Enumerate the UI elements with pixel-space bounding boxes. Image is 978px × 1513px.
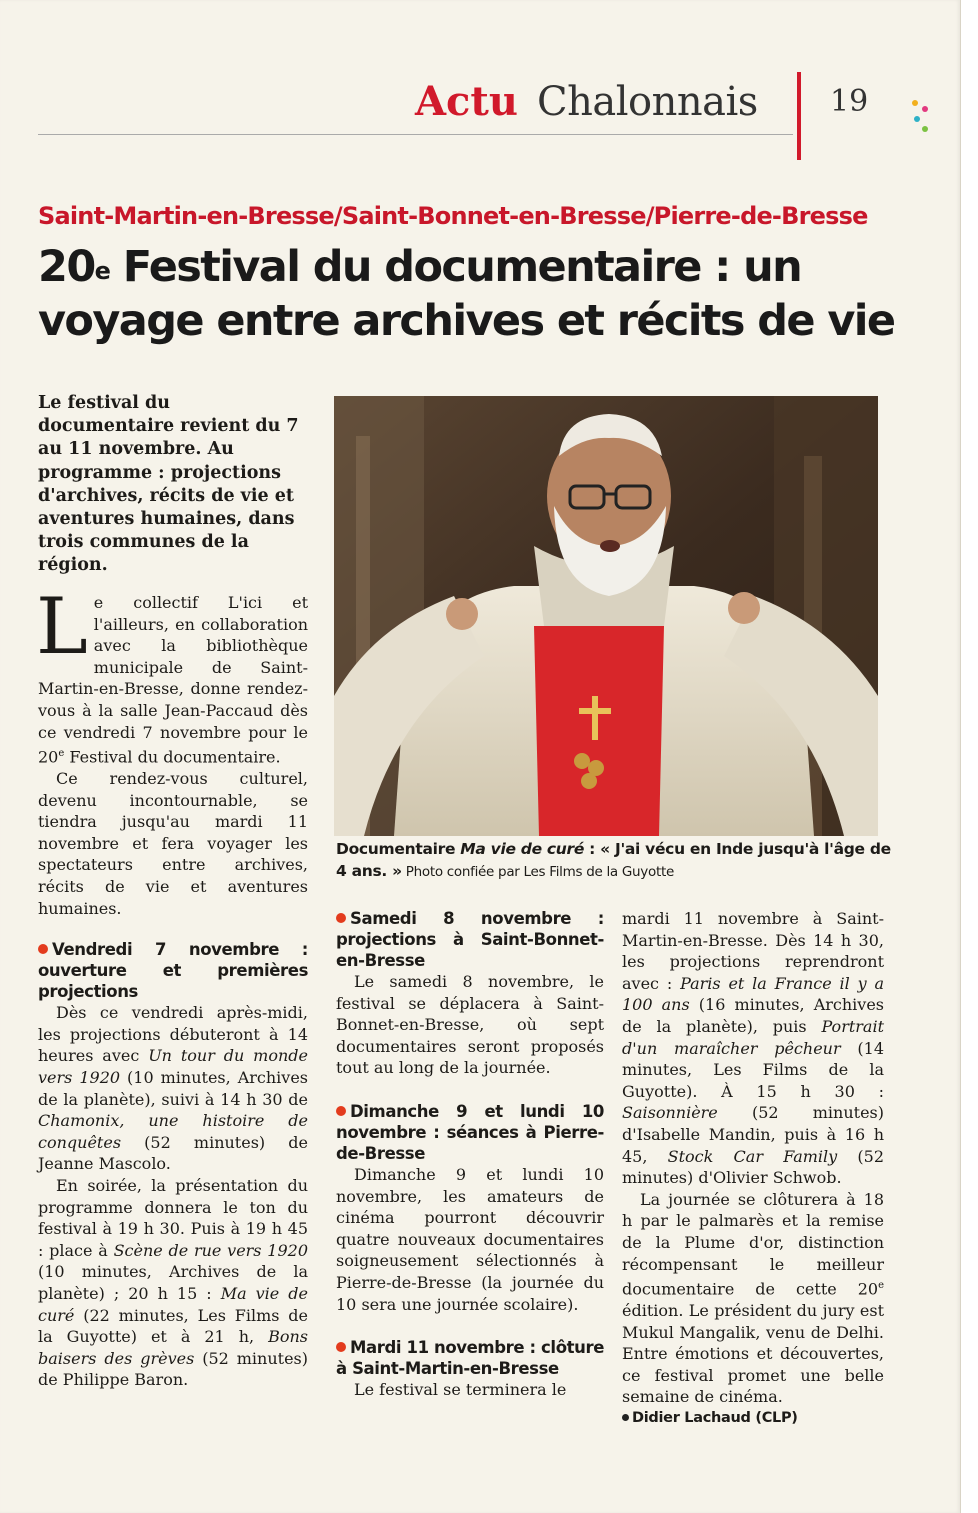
film-title: Stock Car Family	[667, 1146, 838, 1166]
title-line1: Festival du documentaire : un	[109, 242, 802, 292]
film-title: Scène de rue vers 1920	[113, 1240, 309, 1260]
text-run: Dès ce vendredi après-midi, les projections débuteront à 14 heures avec	[38, 1003, 308, 1066]
author-name: Didier Lachaud (CLP)	[632, 1409, 798, 1426]
article-lead: Le festival du documentaire revient du 7 au 11 novembre. Au programme : projections d'archives, récits de vie et aventures humaines, dans trois communes de la région.	[38, 393, 299, 576]
title-number: 20	[38, 242, 95, 292]
column-2	[336, 908, 604, 1401]
page-edge	[960, 0, 978, 1513]
bullet-icon	[336, 1342, 346, 1352]
friday-paragraph-1	[38, 1002, 308, 1175]
article-title	[38, 240, 908, 348]
text-run: (16 minutes, Archives de la planète), puis	[622, 995, 884, 1036]
sunday-heading-text: Dimanche 9 et lundi 10 novembre : séances à Pierre-de-Bresse	[336, 1101, 604, 1163]
intro-sup: e	[58, 748, 65, 760]
title-sup: e	[94, 257, 110, 285]
column-1	[36, 582, 309, 1391]
text-run: La journée se clôturera à 18 h par le palmarès et la remise de la Plume d'or, distinction récompensant le meilleur documentaire de cette 20	[622, 1189, 884, 1299]
tuesday-heading-text: Mardi 11 novembre : clôture à Saint-Martin-en-Bresse	[336, 1338, 604, 1379]
saturday-heading-text: Samedi 8 novembre : projections à Saint-Bonnet-en-Bresse	[336, 909, 604, 970]
saturday-paragraph: Le samedi 8 novembre, le festival se déplacera à Saint-Bonnet-en-Bresse, où sept documentaires seront proposés tout au long de la journée.	[336, 972, 604, 1078]
author-signature	[622, 1408, 884, 1430]
bullet-icon	[336, 913, 346, 923]
text-run: (52 minutes) d'Olivier Schwob.	[622, 1146, 884, 1188]
friday-paragraph-2	[38, 1175, 308, 1391]
film-title: Saisonnière	[622, 1103, 718, 1123]
brand-dot	[922, 106, 928, 112]
brand-dot	[922, 126, 928, 132]
tuesday-heading	[336, 1337, 604, 1379]
region-name: Chalonnais	[537, 79, 758, 125]
intro-paragraph-2: Ce rendez-vous culturel, devenu incontournable, se tiendra jusqu'au mardi 11 novembre et fera voyager les spectateurs entre archives, récits de vie et aventures humaines.	[38, 769, 308, 918]
caption-quote: : « J'ai vécu en Inde jusqu'à l'âge de 4 ans. »	[336, 840, 891, 880]
friday-heading-text: Vendredi 7 novembre : ouverture et premières projections	[38, 940, 308, 1002]
priest-photo-illustration	[334, 396, 878, 836]
photo-credit: Photo confiée par Les Films de la Guyotte	[401, 864, 674, 880]
text-run: (52 minutes) de Philippe Baron.	[38, 1348, 308, 1390]
article-kicker: Saint-Martin-en-Bresse/Saint-Bonnet-en-Bresse/Pierre-de-Bresse	[38, 202, 868, 230]
closing-sup: e	[878, 1280, 884, 1292]
section-name: Actu	[415, 78, 518, 125]
tuesday-paragraph-cont	[622, 908, 884, 1189]
header-rule	[38, 134, 793, 135]
text-run: mardi 11 novembre à Saint-Martin-en-Bresse. Dès 14 h 30, les projections reprendront avec :	[622, 909, 884, 993]
film-title: Bons baisers des grèves	[38, 1327, 308, 1368]
text-run: (14 minutes, Les Films de la Guyotte). À 15 h 30 :	[622, 1038, 885, 1101]
text-run: (52 minutes) d'Isabelle Mandin, puis à 16 h 45,	[622, 1103, 884, 1166]
signature-dot-icon	[622, 1414, 629, 1421]
page-number: 19	[830, 84, 869, 119]
tuesday-paragraph-start: Le festival se terminera le	[354, 1380, 567, 1400]
header-divider	[797, 72, 801, 160]
film-title: Portrait d'un maraîcher pêcheur	[622, 1016, 884, 1058]
caption-label: Documentaire	[336, 840, 461, 858]
text-run: (10 minutes, Archives de la planète) ; 20 h 15 :	[38, 1262, 308, 1303]
sunday-paragraph: Dimanche 9 et lundi 10 novembre, les amateurs de cinéma pourront découvrir quatre nouveaux documentaires soigneusement sélectionnés à Pierre-de-Bresse (la journée du 10 sera une journée scolaire).	[336, 1164, 604, 1314]
film-title: Ma vie de curé	[38, 1283, 308, 1325]
intro-paragraph	[36, 582, 308, 768]
bullet-icon	[38, 944, 48, 954]
column-3	[622, 908, 884, 1430]
saturday-heading	[336, 908, 604, 971]
brand-dot	[912, 100, 918, 106]
intro-text-end: Festival du documentaire.	[64, 747, 281, 767]
film-title: Paris et la France il y a 100 ans	[622, 973, 884, 1015]
bullet-icon	[336, 1106, 346, 1116]
article-photo	[334, 396, 878, 836]
text-run: En soirée, la présentation du programme donnera le ton du festival à 19 h 30. Puis à 19 h 45 : place à	[38, 1175, 308, 1260]
caption-film-title: Ma vie de curé	[460, 840, 585, 858]
film-title: Chamonix, une histoire de conquêtes	[38, 1111, 308, 1152]
sunday-heading	[336, 1101, 604, 1164]
brand-dot	[914, 116, 920, 122]
text-run: (10 minutes, Archives de la planète), suivi à 14 h 30 de	[38, 1068, 308, 1109]
friday-heading	[38, 939, 308, 1002]
intro-text: e collectif L'ici et l'ailleurs, en collaboration avec la bibliothèque municipale de Saint-Martin-en-Bresse, donne rendez-vous à la salle Jean-Paccaud dès ce vendredi 7 novembre pour le 20	[38, 593, 308, 767]
text-run: édition. Le président du jury est Mukul Mangalik, venu de Delhi. Entre émotions et découvertes, ce festival promet une belle semaine de cinéma.	[622, 1301, 884, 1407]
closing-paragraph	[622, 1189, 884, 1408]
drop-cap: L	[36, 582, 88, 672]
brand-dots-icon	[912, 100, 934, 136]
film-title: Un tour du monde vers 1920	[38, 1046, 308, 1088]
photo-caption	[336, 838, 896, 883]
title-line2: voyage entre archives et récits de vie	[38, 296, 895, 346]
text-run: (52 minutes) de Jeanne Mascolo.	[38, 1132, 308, 1174]
text-run: (22 minutes, Les Films de la Guyotte) et à 21 h,	[38, 1305, 308, 1347]
